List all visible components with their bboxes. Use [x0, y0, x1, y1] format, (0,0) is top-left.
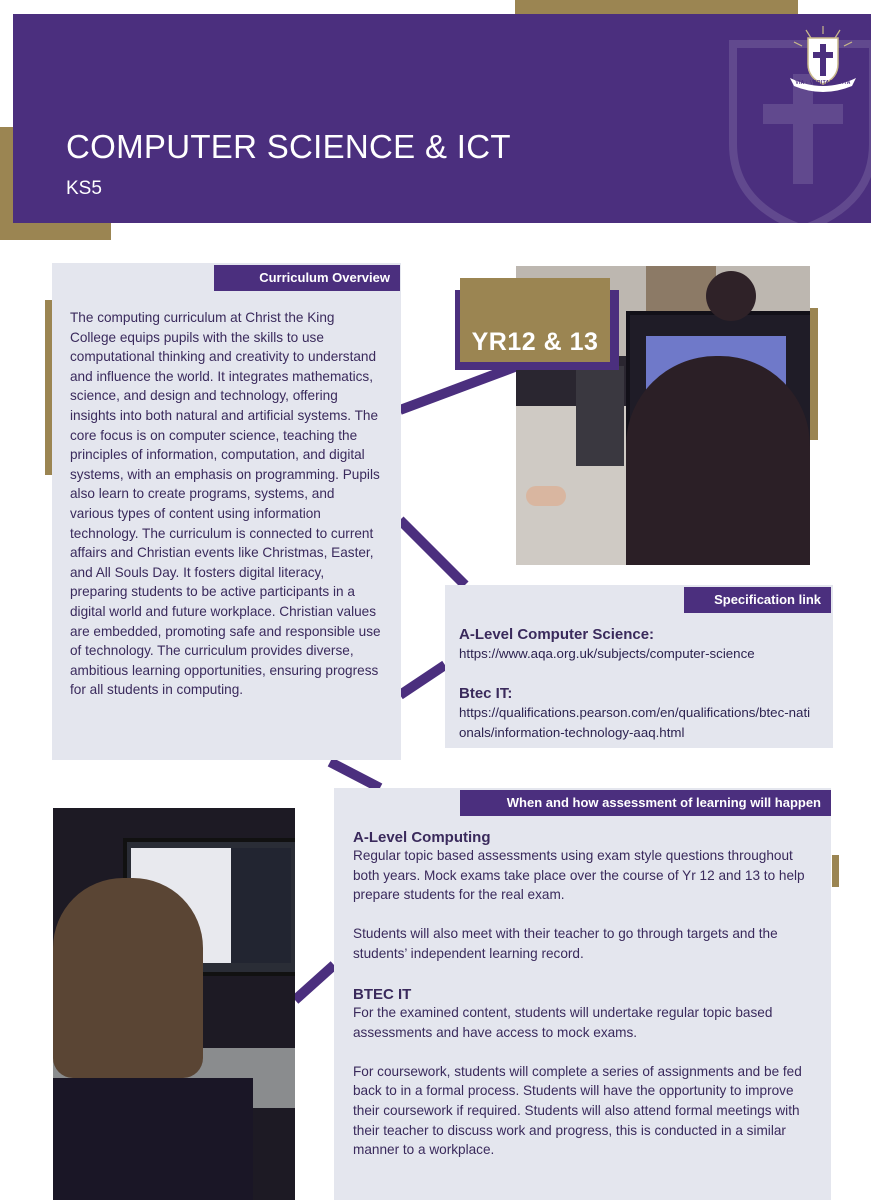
assessment-btec-paragraph-1: For the examined content, students will undertake regular topic based assessments and have access to mock exams.: [353, 1005, 773, 1040]
curriculum-overview-text: The computing curriculum at Christ the King College equips pupils with the skills to use computational thinking and creativity to understand and influence the world. It integrates mathematics, science, and design and technology, offering insights into both natural and artificial systems. The core focus is on computer science, teaching the principles of information, computation, and digital systems, with an emphasis on programming. Pupils also learn to create programs, systems, and various types of content using information technology. The curriculum is connected to current affairs and Christian events like Christmas, Easter, and All Souls Day. It fosters digital literacy, preparing students to be active participants in a digital world and future workplace. Christian values are embedded, promoting safe and responsible use of technology. The curriculum provides diverse, ambitious learning opportunities, ensuring progress for all students in computing.: [70, 310, 381, 698]
page-title: COMPUTER SCIENCE & ICT: [66, 128, 511, 165]
assessment-alevel-heading: A-Level Computing: [353, 829, 491, 846]
assessment-alevel-paragraph-2: Students will also meet with their teacher to go through targets and the students’ independent learning record.: [353, 926, 778, 961]
header-banner: [13, 14, 871, 223]
spec-alevel-heading: A-Level Computer Science:: [459, 626, 655, 643]
page-subtitle: KS5: [66, 178, 102, 199]
assessment-alevel-paragraph-1: Regular topic based assessments using exam style questions throughout both years. Mock exams take place over the course of Yr 12 and 13 to help prepare students for the real exam.: [353, 848, 805, 903]
assessment-btec-paragraph-2: For coursework, students will complete a series of assignments and be fed back to in a formal process. Students will have the opportunity to improve their coursework if required. Students will also attend formal meetings with their teacher to discuss work and progress, this is conducted in a similar manner to a workplace.: [353, 1063, 802, 1158]
spec-btec-link[interactable]: https://qualifications.pearson.com/en/qualifications/btec-nationals/information-technology-aaq.html: [459, 705, 811, 740]
crest-motto: VIA · VERITAS · VITA: [795, 80, 851, 86]
assessment-btec-heading: BTEC IT: [353, 986, 412, 1003]
header-gold-bar-top: [515, 0, 798, 14]
assessment-tab: When and how assessment of learning will happen: [460, 790, 831, 816]
assessment-btec-section: [353, 986, 821, 1160]
overview-gold-accent: [45, 300, 52, 475]
assessment-gold-accent: [832, 855, 839, 887]
year-badge-text: YR12 & 13: [471, 328, 599, 356]
spec-alevel-link[interactable]: https://www.aqa.org.uk/subjects/computer-science: [459, 646, 755, 661]
spec-item-alevel: [459, 626, 814, 664]
curriculum-overview-tab: Curriculum Overview: [214, 265, 400, 291]
spec-btec-heading: Btec IT:: [459, 685, 513, 702]
student-coding-photo: [53, 808, 295, 1200]
school-crest-logo: [786, 24, 860, 94]
photo-gold-accent-right: [809, 308, 818, 440]
spec-item-btec: [459, 685, 814, 742]
specification-tab: Specification link: [684, 587, 831, 613]
assessment-alevel-section: [353, 829, 821, 964]
